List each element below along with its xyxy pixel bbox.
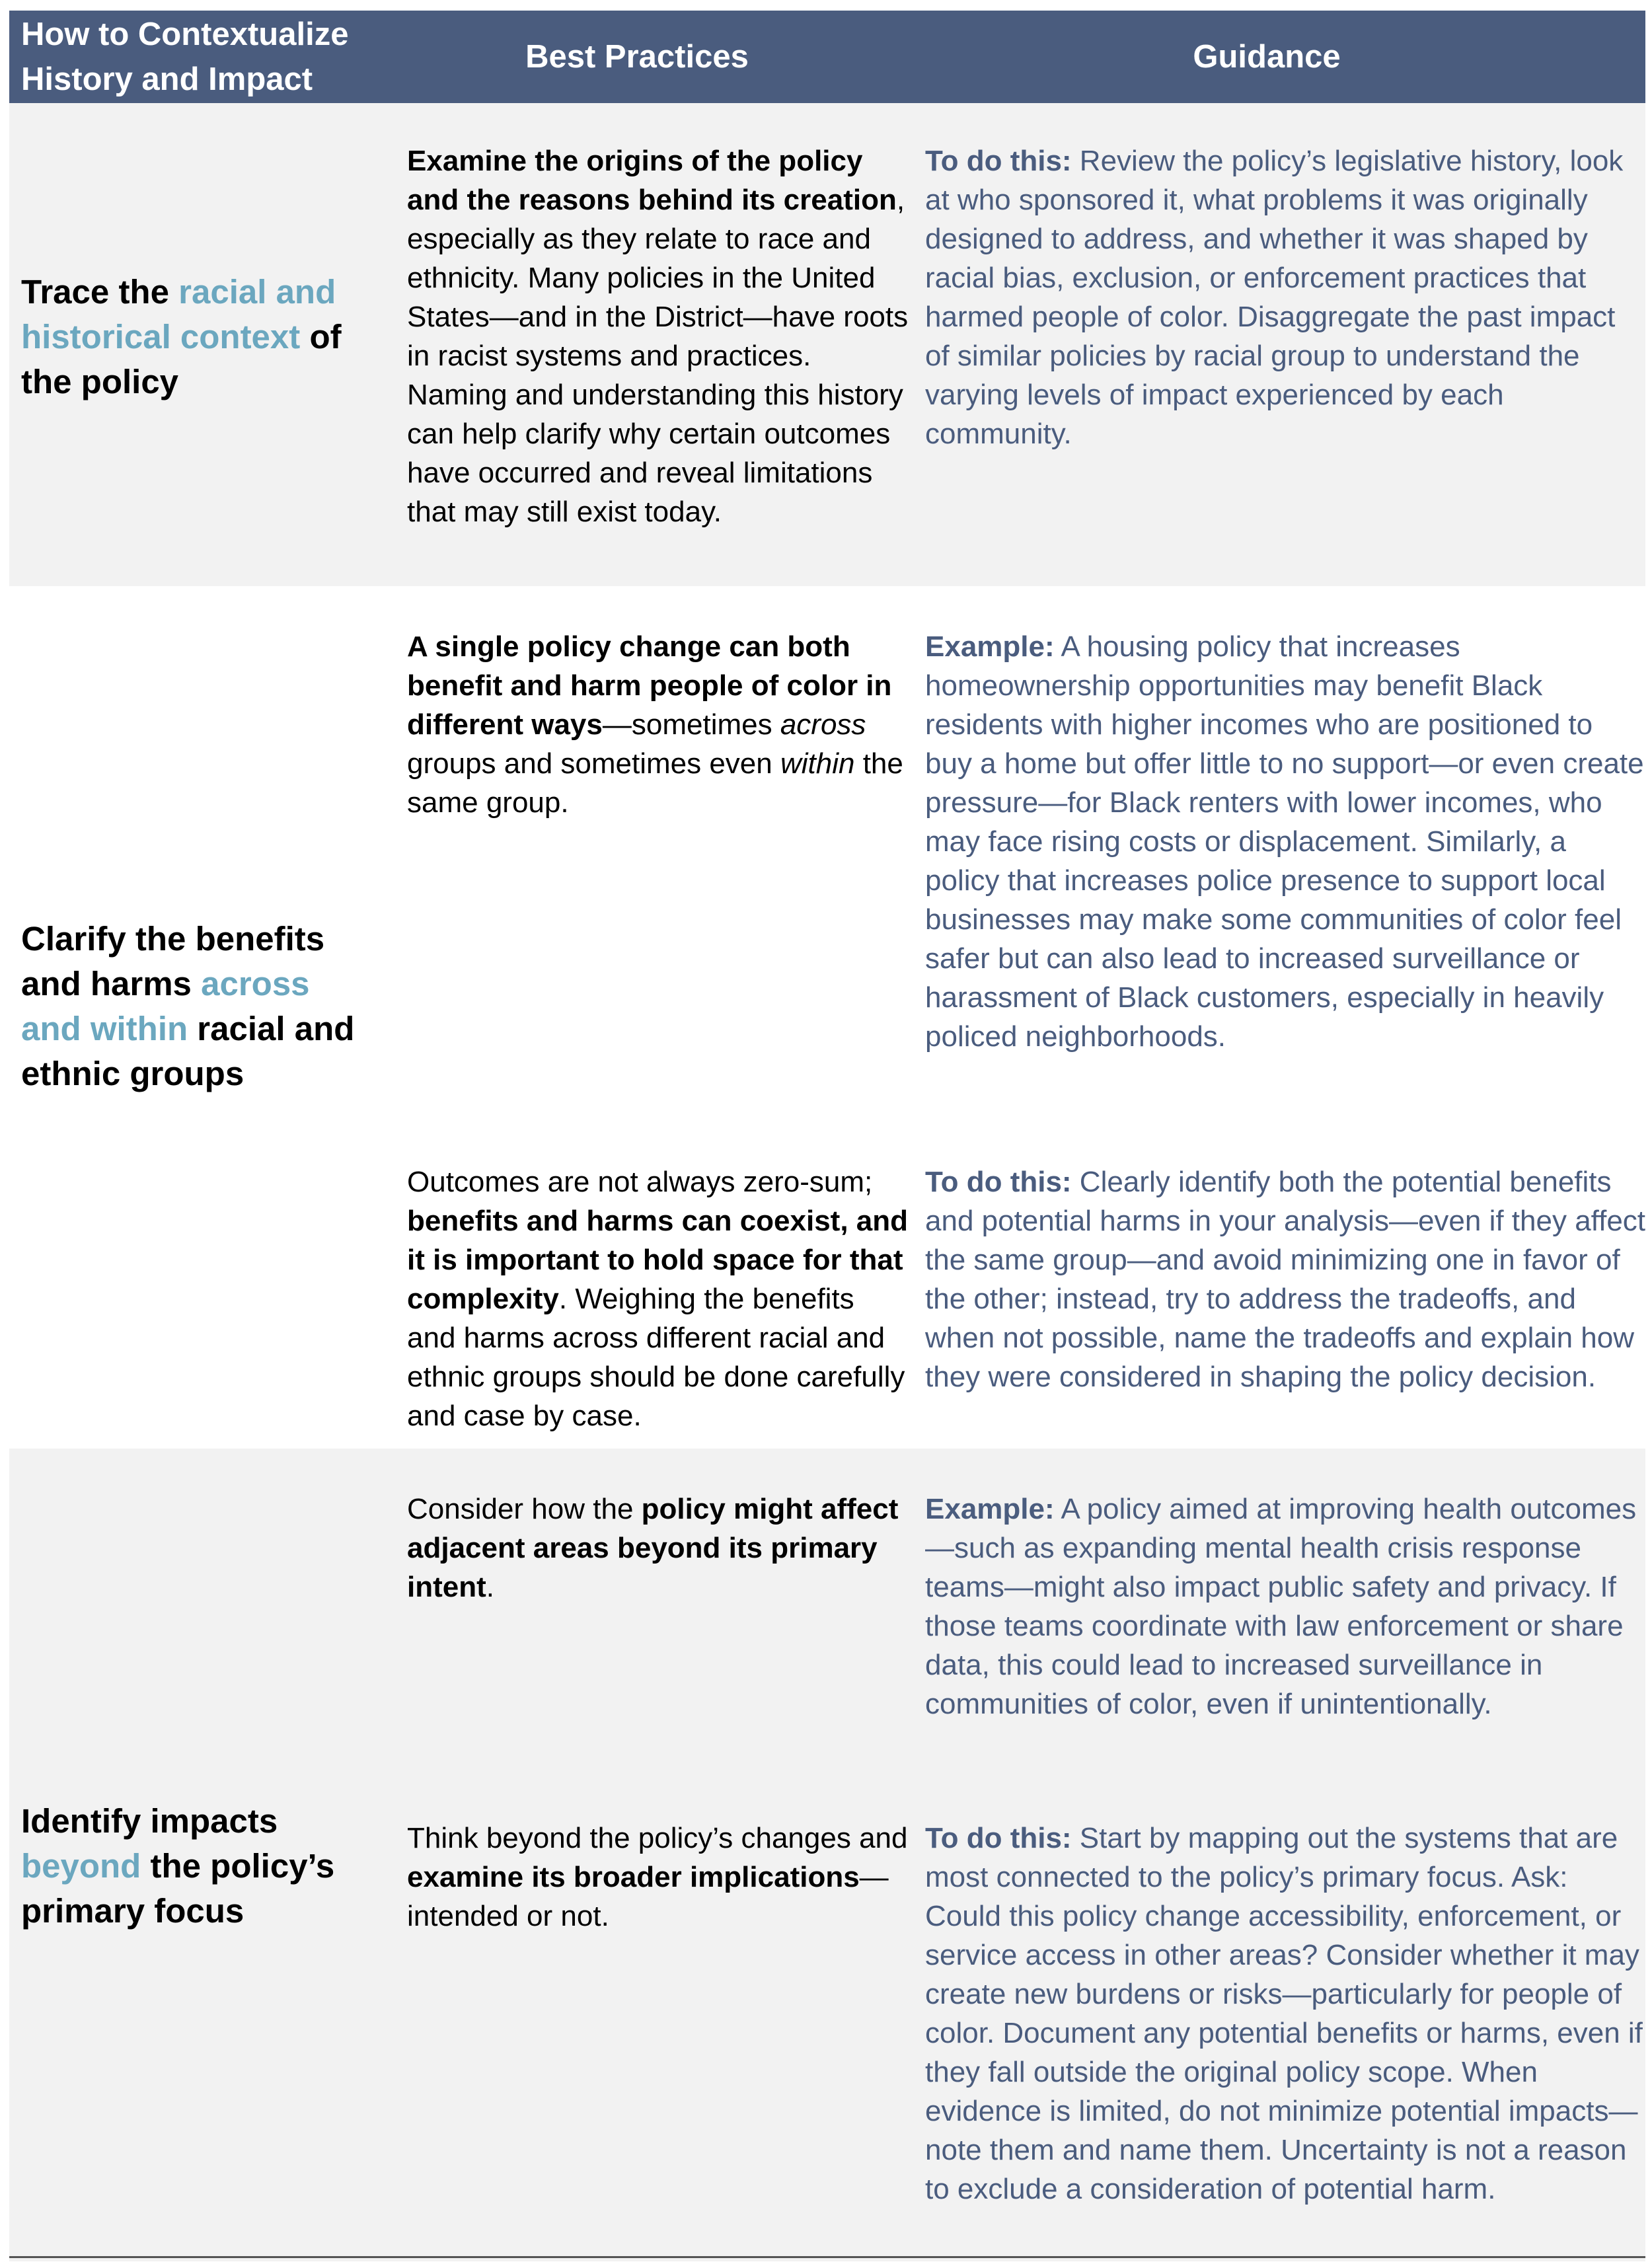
best-practice-text: Think beyond the policy’s changes and examine its broader implications—intended or not. xyxy=(407,1822,908,1932)
guidance-example-text: Example: A policy aimed at improving health outcomes—such as expanding mental health crisis response teams—might also impact public safety and privacy. If those teams coordinate with law enforcement or share data, this could lead to increased surveillance in communities of color, even if unintentionally. xyxy=(925,1493,1637,1720)
section-label: Clarify the benefits and harms across and within racial and ethnic groups xyxy=(21,920,355,1092)
best-practice-text: Outcomes are not always zero-sum; benefits and harms can coexist, and it is important to hold space for that complexity. Weighing the benefits and harms across different racial and ethnic groups should be done carefully and case by case. xyxy=(407,1166,909,1432)
best-practice-text: A single policy change can both benefit and harm people of color in different ways—sometimes across groups and sometimes even within the same group. xyxy=(407,630,903,819)
table-header xyxy=(9,11,1645,103)
table-bottom-rule xyxy=(9,2256,1645,2258)
section-racial-historical-context xyxy=(9,103,1645,586)
guidance-example-text: Example: A housing policy that increases homeownership opportunities may benefit Black residents with higher incomes who are positioned to buy a home but offer little to no support—or even create pressure—for Black renters with lower incomes, who may face rising costs or displacement. Similarly, a policy that increases police presence to support local businesses may make some communities of color feel safer but can also lead to increased surveillance or harassment of Black customers, especially in heavily policed neighborhoods. xyxy=(925,630,1644,1053)
section-beyond-primary-focus xyxy=(9,1449,1645,2261)
best-practice-text: Examine the origins of the policy and the reasons behind its creation, especially as they relate to race and ethnicity. Many policies in the United States—and in the District—have roots in racist systems and practices. Naming and understanding this history can help clarify why certain outcomes have occurred and reveal limitations that may still exist today. xyxy=(407,145,909,528)
header-col-contextualize: How to Contextualize History and Impact xyxy=(21,17,349,97)
section-label: Trace the racial and historical context of the policy xyxy=(21,273,342,400)
guidance-table xyxy=(9,11,1645,2261)
guidance-text: To do this: Review the policy’s legislative history, look at who sponsored it, what problems it was originally designed to address, and whether it was shaped by racial bias, exclusion, or enforcement practices that harmed people of color. Disaggregate the past impact of similar policies by racial group to understand the varying levels of impact experienced by each community. xyxy=(925,145,1624,450)
header-col-best-practices: Best Practices xyxy=(525,39,749,75)
header-col-guidance: Guidance xyxy=(1193,39,1341,75)
section-label: Identify impacts beyond the policy’s primary focus xyxy=(21,1802,335,1930)
section-benefits-harms xyxy=(9,586,1645,1449)
guidance-text: To do this: Clearly identify both the potential benefits and potential harms in your analysis—even if they affect the same group—and avoid minimizing one in favor of the other; instead, try to address the tradeoffs, and when not possible, name the tradeoffs and explain how they were considered in shaping the policy decision. xyxy=(925,1166,1646,1393)
best-practice-text: Consider how the policy might affect adjacent areas beyond its primary intent. xyxy=(407,1493,899,1603)
guidance-text: To do this: Start by mapping out the systems that are most connected to the policy’s primary focus. Ask: Could this policy change accessibility, enforcement, or service access in other areas? Consider whether it may create new burdens or risks—particularly for people of color. Document any potential benefits or harms, even if they fall outside the original policy scope. When evidence is limited, do not minimize potential impacts—note them and name them. Uncertainty is not a reason to exclude a consideration of potential harm. xyxy=(925,1822,1643,2205)
